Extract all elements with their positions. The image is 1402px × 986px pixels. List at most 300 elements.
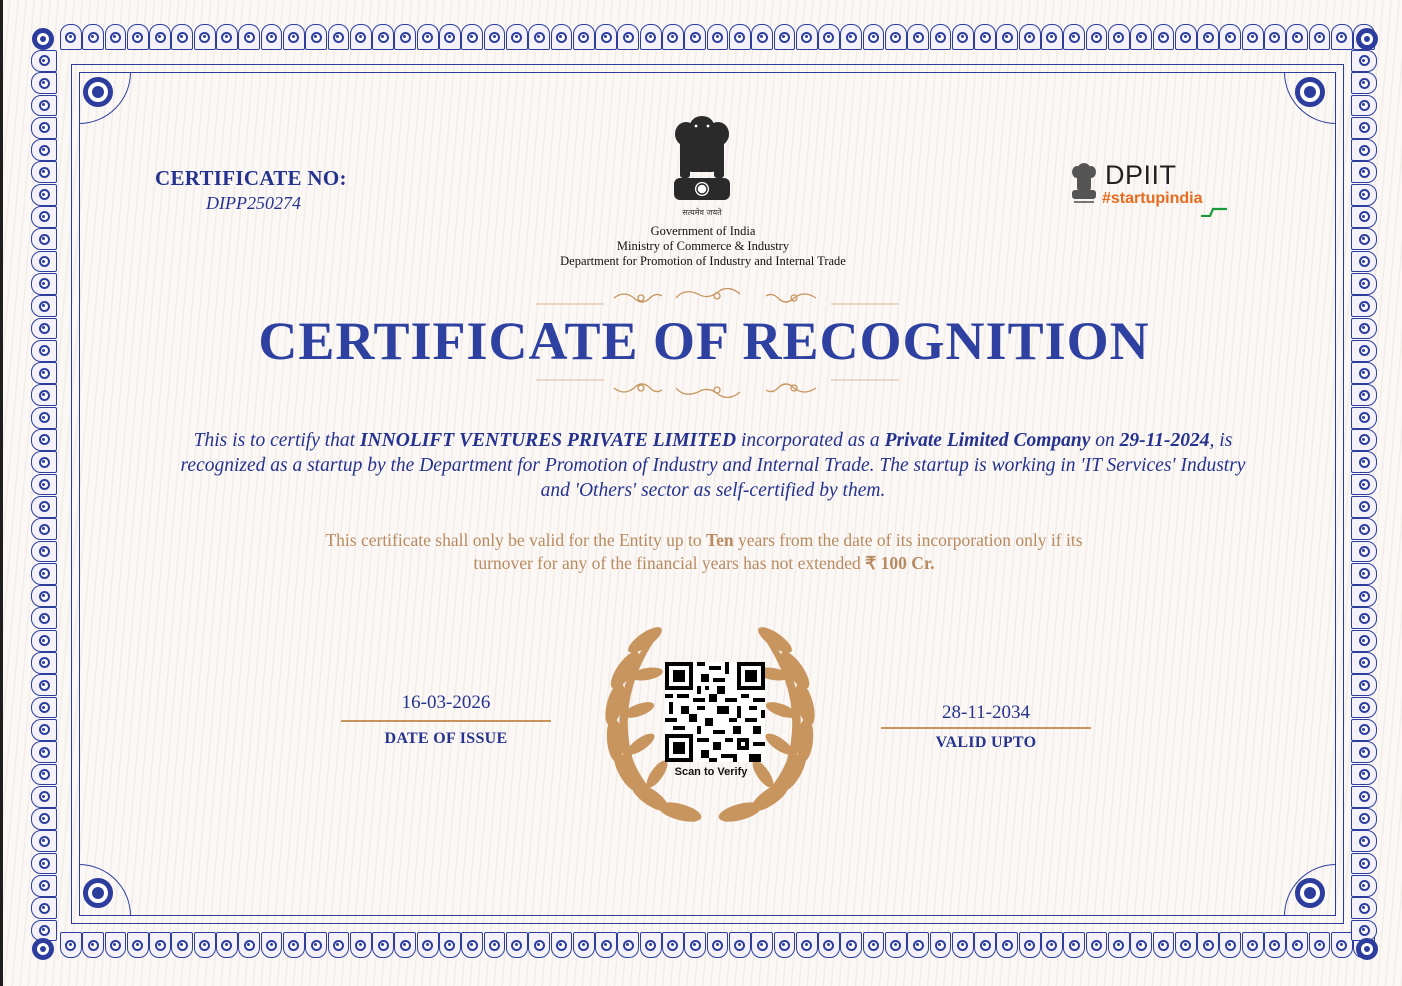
ring-dot-icon [155, 32, 166, 43]
ring-dot-icon [1314, 940, 1325, 951]
border-tile-icon [1063, 24, 1085, 50]
border-tile-icon [707, 24, 729, 50]
ring-dot-icon [578, 32, 589, 43]
border-tile-icon [1242, 932, 1264, 958]
ring-dot-icon [1359, 524, 1370, 535]
border-tile-icon [328, 932, 350, 958]
border-tile-icon [1264, 24, 1286, 50]
ring-dot-icon [422, 32, 433, 43]
border-tile-icon [595, 932, 617, 958]
verification-qr-code[interactable] [665, 662, 765, 762]
ring-dot-icon [1359, 546, 1370, 557]
ring-dot-icon [890, 940, 901, 951]
ring-dot-icon [311, 32, 322, 43]
border-tile-icon [1309, 932, 1331, 958]
ring-dot-icon [88, 32, 99, 43]
ring-dot-icon [244, 940, 255, 951]
border-tile-icon [1331, 24, 1353, 50]
ring-dot-icon [712, 32, 723, 43]
ornamental-border-left [31, 50, 61, 932]
certificate-number-label: CERTIFICATE NO: [155, 166, 347, 190]
border-tile-icon [974, 932, 996, 958]
ring-dot-icon [980, 32, 991, 43]
ring-dot-icon [1359, 145, 1370, 156]
ring-dot-icon [65, 940, 76, 951]
border-tile-icon [417, 24, 439, 50]
ring-dot-icon [39, 769, 50, 780]
border-tile-icon [439, 24, 461, 50]
ring-dot-icon [288, 32, 299, 43]
ring-dot-icon [266, 32, 277, 43]
ring-dot-icon [39, 457, 50, 468]
border-tile-icon [1242, 24, 1264, 50]
ring-dot-icon [1180, 940, 1191, 951]
certificate-title: CERTIFICATE OF RECOGNITION [258, 311, 1150, 371]
ring-dot-icon [1359, 657, 1370, 668]
ring-dot-icon [1046, 32, 1057, 43]
dpiit-startupindia-logo [1069, 160, 1249, 220]
border-tile-icon [595, 24, 617, 50]
ring-dot-icon [489, 32, 500, 43]
border-tile-icon [171, 24, 193, 50]
ring-dot-icon [39, 234, 50, 245]
border-tile-icon [1351, 384, 1377, 406]
border-tile-icon [31, 139, 57, 161]
ring-dot-icon [1359, 55, 1370, 66]
border-tile-icon [1351, 451, 1377, 473]
ring-dot-icon [1359, 78, 1370, 89]
border-tile-icon [1063, 932, 1085, 958]
border-tile-icon [506, 932, 528, 958]
ring-dot-icon [823, 32, 834, 43]
company-type: Private Limited Company [884, 430, 1091, 451]
border-tile-icon [1286, 24, 1308, 50]
ring-dot-icon [1002, 32, 1013, 43]
border-tile-icon [31, 652, 57, 674]
ring-dot-icon [1359, 591, 1370, 602]
valid-upto-label: VALID UPTO [935, 734, 1037, 751]
certificate-number-value: DIPP250274 [206, 193, 301, 213]
border-tile-icon [1264, 932, 1286, 958]
issuer-line-ministry: Ministry of Commerce & Industry [616, 239, 790, 253]
border-tile-icon [684, 932, 706, 958]
border-tile-icon [930, 932, 952, 958]
border-tile-icon [31, 563, 57, 585]
ring-dot-icon [1091, 940, 1102, 951]
border-tile-icon [1351, 808, 1377, 830]
ring-dot-icon [65, 32, 76, 43]
border-tile-icon [238, 24, 260, 50]
ring-dot-icon [444, 32, 455, 43]
border-tile-icon [461, 932, 483, 958]
ring-dot-icon [1203, 32, 1214, 43]
border-tile-icon [1286, 932, 1308, 958]
border-tile-icon [127, 932, 149, 958]
ring-dot-icon [39, 813, 50, 824]
border-tile-icon [31, 429, 57, 451]
border-tile-icon [31, 474, 57, 496]
ring-dot-icon [1225, 940, 1236, 951]
border-tile-icon [751, 24, 773, 50]
border-tile-icon [1153, 24, 1175, 50]
ring-dot-icon [1069, 940, 1080, 951]
issuer-line-government: Government of India [650, 224, 756, 238]
ring-dot-icon [1359, 724, 1370, 735]
border-tile-icon [105, 932, 127, 958]
date-of-issue-value: 16-03-2026 [401, 692, 491, 713]
ring-dot-icon [39, 680, 50, 691]
flourish-top-icon [536, 288, 899, 312]
ring-dot-icon [39, 702, 50, 713]
border-tile-icon [31, 206, 57, 228]
ring-dot-icon [1113, 32, 1124, 43]
ring-dot-icon [39, 613, 50, 624]
border-tile-icon [1309, 24, 1331, 50]
border-tile-icon [31, 697, 57, 719]
border-tile-icon [1351, 206, 1377, 228]
border-tile-icon [127, 24, 149, 50]
ring-dot-icon [39, 747, 50, 758]
ring-dot-icon [890, 32, 901, 43]
border-tile-icon [907, 24, 929, 50]
border-tile-icon [1108, 24, 1130, 50]
ring-dot-icon [39, 189, 50, 200]
border-tile-icon [394, 932, 416, 958]
ring-dot-icon [1336, 32, 1347, 43]
ring-dot-icon [422, 940, 433, 951]
ring-dot-icon [1359, 100, 1370, 111]
ring-dot-icon [1247, 940, 1258, 951]
border-tile-icon [82, 24, 104, 50]
date-divider [881, 727, 1091, 729]
border-tile-icon [82, 932, 104, 958]
ring-dot-icon [1359, 858, 1370, 869]
border-tile-icon [31, 719, 57, 741]
border-tile-icon [1351, 139, 1377, 161]
border-tile-icon [1351, 853, 1377, 875]
ring-dot-icon [667, 32, 678, 43]
ring-dot-icon [1359, 568, 1370, 579]
border-tile-icon [1351, 474, 1377, 496]
ring-dot-icon [645, 940, 656, 951]
border-tile-icon [31, 161, 57, 183]
border-tile-icon [974, 24, 996, 50]
border-tile-icon [1153, 932, 1175, 958]
border-tile-icon [930, 24, 952, 50]
border-tile-icon [1351, 72, 1377, 94]
border-tile-icon [1351, 897, 1377, 919]
ring-dot-icon [1024, 32, 1035, 43]
border-tile-icon [417, 932, 439, 958]
border-tile-icon [528, 24, 550, 50]
date-of-issue-label: DATE OF ISSUE [384, 730, 508, 747]
ring-dot-icon [39, 657, 50, 668]
border-tile-icon [283, 24, 305, 50]
ring-dot-icon [132, 940, 143, 951]
ring-dot-icon [39, 78, 50, 89]
border-tile-icon [1351, 273, 1377, 295]
border-tile-icon [216, 24, 238, 50]
ring-dot-icon [623, 940, 634, 951]
border-tile-icon [885, 24, 907, 50]
border-tile-icon [283, 932, 305, 958]
ring-dot-icon [1359, 457, 1370, 468]
border-tile-icon [528, 932, 550, 958]
ring-dot-icon [39, 278, 50, 289]
ring-dot-icon [39, 546, 50, 557]
ring-dot-icon [39, 635, 50, 646]
issuer-line-department: Department for Promotion of Industry and Internal Trade [560, 254, 846, 268]
border-tile-icon [774, 932, 796, 958]
border-tile-icon [818, 24, 840, 50]
ring-dot-icon [1359, 769, 1370, 780]
ring-dot-icon [1359, 747, 1370, 758]
ring-dot-icon [1113, 940, 1124, 951]
border-tile-icon [439, 932, 461, 958]
svg-text:सत्यमेव जयते: सत्यमेव जयते [682, 208, 722, 217]
dpiit-title: DPIIT [1105, 160, 1177, 190]
ring-dot-icon [712, 940, 723, 951]
ring-dot-icon [1359, 479, 1370, 490]
ring-dot-icon [1359, 903, 1370, 914]
ring-dot-icon [39, 167, 50, 178]
ornamental-border-bottom [60, 932, 1350, 960]
ring-dot-icon [378, 940, 389, 951]
border-tile-icon [31, 630, 57, 652]
certification-statement: This is to certify that INNOLIFT VENTURES PRIVATE LIMITED incorporated as a Private Limited Company on 29-11-2024, is recognized as a startup by the Department for Promotion of Industry and Internal Trade. The startup is working in 'IT Services' Industry and 'Others' sector as self-certified by them. [180, 430, 1246, 501]
ring-dot-icon [534, 940, 545, 951]
border-tile-icon [31, 674, 57, 696]
ring-dot-icon [1359, 613, 1370, 624]
ring-dot-icon [1359, 791, 1370, 802]
ring-dot-icon [333, 32, 344, 43]
ring-dot-icon [1359, 680, 1370, 691]
ring-dot-icon [132, 32, 143, 43]
ring-dot-icon [39, 479, 50, 490]
border-tile-icon [1130, 932, 1152, 958]
ring-dot-icon [1292, 940, 1303, 951]
ring-dot-icon [1046, 940, 1057, 951]
border-tile-icon [1351, 875, 1377, 897]
border-tile-icon [261, 932, 283, 958]
ring-dot-icon [177, 940, 188, 951]
ring-dot-icon [288, 940, 299, 951]
border-tile-icon [305, 932, 327, 958]
border-tile-icon [729, 24, 751, 50]
ring-dot-icon [801, 32, 812, 43]
border-tile-icon [1351, 786, 1377, 808]
border-tile-icon [617, 24, 639, 50]
border-tile-icon [996, 932, 1018, 958]
ring-dot-icon [578, 940, 589, 951]
border-tile-icon [149, 932, 171, 958]
border-tile-icon [261, 24, 283, 50]
ring-dot-icon [88, 940, 99, 951]
national-emblem-icon [666, 112, 738, 220]
startupindia-tag: #startupindia [1102, 190, 1203, 207]
ring-dot-icon [957, 32, 968, 43]
border-tile-icon [216, 932, 238, 958]
border-tile-icon [1086, 24, 1108, 50]
ring-dot-icon [400, 32, 411, 43]
ring-dot-icon [39, 791, 50, 802]
ring-dot-icon [39, 524, 50, 535]
border-tile-icon [305, 24, 327, 50]
ring-dot-icon [221, 940, 232, 951]
incorporation-date: 29-11-2024 [1119, 430, 1210, 451]
border-tile-icon [662, 24, 684, 50]
ring-dot-icon [39, 880, 50, 891]
border-tile-icon [1351, 95, 1377, 117]
ring-dot-icon [39, 145, 50, 156]
ring-dot-icon [935, 32, 946, 43]
border-tile-icon [1351, 161, 1377, 183]
border-tile-icon [1351, 541, 1377, 563]
ring-dot-icon [110, 940, 121, 951]
ring-dot-icon [39, 903, 50, 914]
bullseye-ornament-icon [1295, 77, 1325, 107]
corner-knob-icon [32, 938, 54, 960]
border-tile-icon [1351, 50, 1377, 72]
border-tile-icon [328, 24, 350, 50]
ring-dot-icon [1136, 940, 1147, 951]
ring-dot-icon [39, 858, 50, 869]
ornamental-border-top [60, 24, 1350, 52]
ring-dot-icon [1359, 167, 1370, 178]
company-name: INNOLIFT VENTURES PRIVATE LIMITED [359, 430, 737, 451]
border-tile-icon [840, 932, 862, 958]
border-tile-icon [31, 95, 57, 117]
ring-dot-icon [734, 940, 745, 951]
border-tile-icon [31, 72, 57, 94]
ring-dot-icon [378, 32, 389, 43]
startupindia-underline-icon [1201, 207, 1227, 217]
ring-dot-icon [1136, 32, 1147, 43]
border-tile-icon [31, 384, 57, 406]
border-tile-icon [171, 932, 193, 958]
ring-dot-icon [1069, 32, 1080, 43]
ring-dot-icon [39, 568, 50, 579]
ring-dot-icon [868, 32, 879, 43]
ring-dot-icon [1359, 256, 1370, 267]
border-tile-icon [350, 932, 372, 958]
ring-dot-icon [1359, 189, 1370, 200]
ring-dot-icon [801, 940, 812, 951]
ring-dot-icon [1359, 501, 1370, 512]
ring-dot-icon [489, 940, 500, 951]
border-tile-icon [952, 24, 974, 50]
border-tile-icon [863, 932, 885, 958]
border-tile-icon [1351, 407, 1377, 429]
ring-dot-icon [39, 211, 50, 222]
ring-dot-icon [39, 122, 50, 133]
ring-dot-icon [645, 32, 656, 43]
border-tile-icon [840, 24, 862, 50]
ring-dot-icon [467, 32, 478, 43]
ring-dot-icon [1336, 940, 1347, 951]
corner-knob-icon [1356, 938, 1378, 960]
border-tile-icon [1219, 24, 1241, 50]
emblem-small-icon [1069, 162, 1099, 206]
border-tile-icon [1019, 932, 1041, 958]
border-tile-icon [729, 932, 751, 958]
issuer-block [503, 224, 903, 269]
border-tile-icon [31, 184, 57, 206]
border-tile-icon [1351, 228, 1377, 250]
border-tile-icon [1351, 429, 1377, 451]
ring-dot-icon [913, 32, 924, 43]
border-tile-icon [907, 932, 929, 958]
border-tile-icon [1351, 585, 1377, 607]
flourish-bottom-icon [536, 374, 899, 398]
ring-dot-icon [355, 940, 366, 951]
border-tile-icon [31, 741, 57, 763]
border-tile-icon [796, 932, 818, 958]
border-tile-icon [1351, 697, 1377, 719]
ring-dot-icon [39, 390, 50, 401]
border-tile-icon [31, 228, 57, 250]
border-tile-icon [372, 24, 394, 50]
ring-dot-icon [39, 724, 50, 735]
ring-dot-icon [690, 940, 701, 951]
border-tile-icon [238, 932, 260, 958]
ring-dot-icon [1359, 122, 1370, 133]
ring-dot-icon [355, 32, 366, 43]
ring-dot-icon [556, 940, 567, 951]
ring-dot-icon [757, 32, 768, 43]
validity-statement: This certificate shall only be valid for the Entity up to Ten years from the date of its incorporation only if its turnover for any of the financial years has not extended ₹ 100 Cr. [325, 530, 1083, 573]
scan-to-verify-label: Scan to Verify [674, 766, 748, 778]
ring-dot-icon [39, 55, 50, 66]
ring-dot-icon [333, 940, 344, 951]
border-tile-icon [662, 932, 684, 958]
ring-dot-icon [39, 591, 50, 602]
ring-dot-icon [311, 940, 322, 951]
ring-dot-icon [913, 940, 924, 951]
bullseye-ornament-icon [83, 878, 113, 908]
border-tile-icon [684, 24, 706, 50]
border-tile-icon [60, 24, 82, 50]
border-tile-icon [1351, 630, 1377, 652]
ring-dot-icon [690, 32, 701, 43]
ring-dot-icon [1359, 925, 1370, 936]
ring-dot-icon [110, 32, 121, 43]
ring-dot-icon [1359, 390, 1370, 401]
border-tile-icon [394, 24, 416, 50]
border-tile-icon [31, 607, 57, 629]
border-tile-icon [952, 932, 974, 958]
border-tile-icon [573, 24, 595, 50]
ring-dot-icon [846, 32, 857, 43]
border-tile-icon [31, 251, 57, 273]
ring-dot-icon [779, 940, 790, 951]
ring-dot-icon [1158, 32, 1169, 43]
border-tile-icon [1351, 764, 1377, 786]
ring-dot-icon [1359, 880, 1370, 891]
ring-dot-icon [1359, 234, 1370, 245]
ring-dot-icon [155, 940, 166, 951]
turnover-limit: ₹ 100 Cr. [865, 553, 935, 573]
ring-dot-icon [868, 940, 879, 951]
border-tile-icon [31, 764, 57, 786]
border-tile-icon [1351, 563, 1377, 585]
border-tile-icon [796, 24, 818, 50]
ring-dot-icon [221, 32, 232, 43]
border-tile-icon [31, 496, 57, 518]
bullseye-ornament-icon [1295, 878, 1325, 908]
date-divider [341, 720, 551, 722]
border-tile-icon [31, 407, 57, 429]
